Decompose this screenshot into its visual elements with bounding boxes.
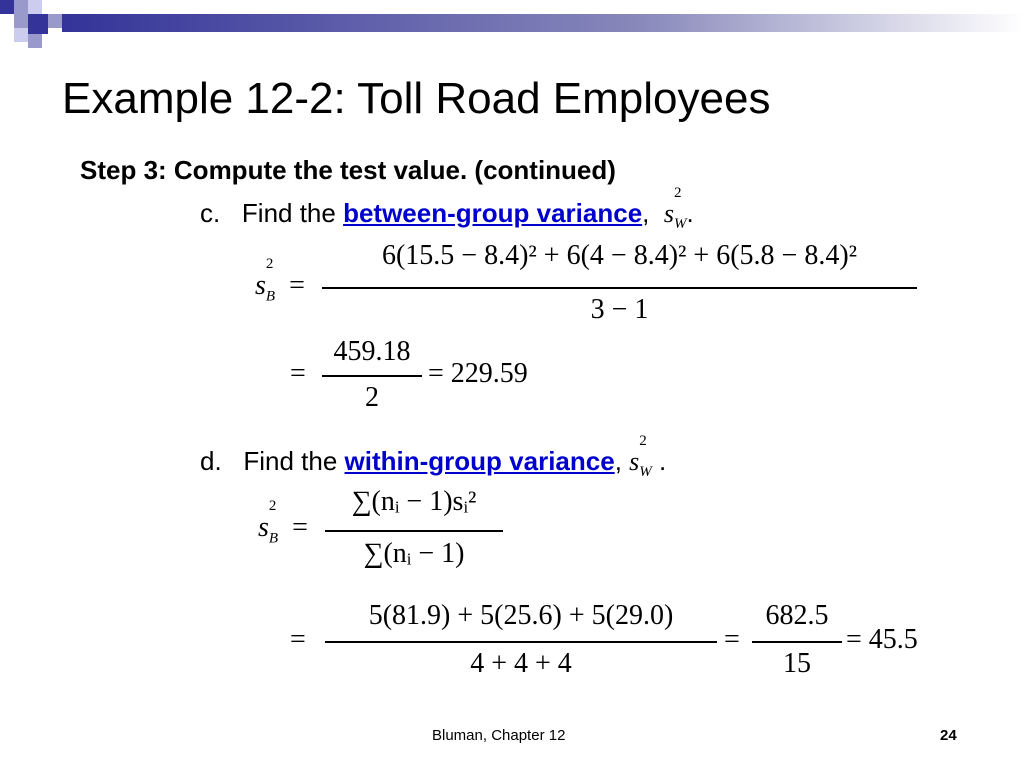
- between-group-variance-term: between-group variance: [343, 198, 643, 228]
- part-d-letter: d.: [200, 446, 222, 476]
- step-heading: Step 3: Compute the test value. (continued): [80, 155, 616, 185]
- eq-d-line2-fraction-bar: [325, 641, 717, 643]
- part-d-line: [200, 433, 667, 481]
- eq-c-result: = 229.59: [428, 358, 528, 389]
- eq-c-denominator: 3 − 1: [590, 294, 649, 325]
- eq-c-line2-denominator: 2: [365, 382, 379, 413]
- eq-c-fraction-bar: [322, 287, 917, 289]
- s-w-squared-symbol: s 2 $_W$: [663, 185, 687, 233]
- eq-d-line2-denominator: 4 + 4 + 4: [470, 648, 572, 679]
- page-number: 24: [940, 727, 957, 744]
- within-group-variance-term: within-group variance: [344, 446, 615, 476]
- part-c-comma: ,: [642, 198, 650, 228]
- eq-d-formula-fraction-bar: [325, 530, 503, 532]
- part-c-line: [200, 185, 694, 233]
- part-c-period: .: [686, 198, 694, 228]
- part-c-letter: c.: [200, 198, 221, 228]
- part-d-comma: ,: [614, 446, 622, 476]
- eq-d-formula-numerator: ∑(nᵢ − 1)sᵢ²: [351, 486, 477, 517]
- part-c-prefix: Find the: [241, 198, 344, 228]
- eq-d-formula-denominator: ∑(nᵢ − 1): [363, 538, 465, 569]
- eq-d-mid-fraction-bar: [752, 641, 842, 643]
- eq-c-line2-numerator: 459.18: [333, 336, 411, 367]
- part-d-period: .: [659, 446, 667, 476]
- eq-d-line2-eq: =: [290, 624, 306, 655]
- eq-d-mid-numerator: 682.5: [765, 600, 829, 631]
- eq-d-lhs: s 2 $_B$ =: [258, 498, 308, 547]
- s-w-squared-symbol-d: s 2 $_W$: [629, 433, 652, 481]
- eq-d-result: = 45.5: [846, 624, 918, 655]
- eq-c-numerator: 6(15.5 − 8.4)² + 6(4 − 8.4)² + 6(5.8 − 8.4)²: [381, 240, 858, 271]
- footer-source: Bluman, Chapter 12: [432, 727, 566, 744]
- eq-d-mid-eq: =: [724, 624, 740, 655]
- eq-d-line2-numerator: 5(81.9) + 5(25.6) + 5(29.0): [368, 600, 674, 631]
- eq-d-mid-denominator: 15: [783, 648, 811, 679]
- eq-c-line2-fraction-bar: [322, 375, 422, 377]
- part-d-prefix: Find the: [243, 446, 345, 476]
- eq-c-line2-eq: =: [290, 358, 306, 389]
- header-decoration: [0, 0, 1024, 50]
- slide-title: Example 12-2: Toll Road Employees: [62, 74, 771, 123]
- eq-c-lhs: s 2 $_B$ =: [255, 256, 305, 305]
